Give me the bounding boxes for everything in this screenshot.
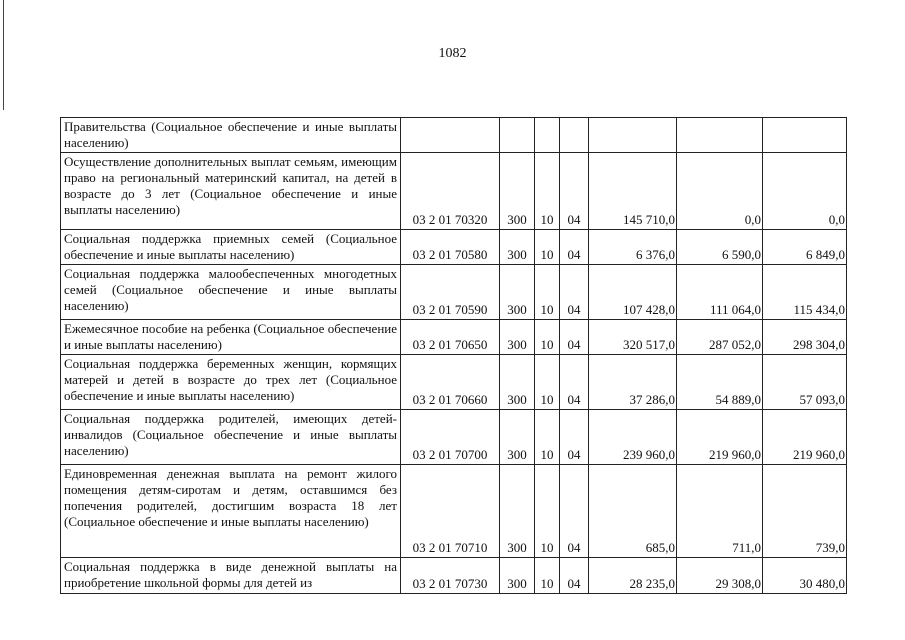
cell-target-code (401, 118, 500, 153)
cell-amount-year-1: 6 376,0 (589, 230, 677, 265)
cell-target-code: 03 2 01 70730 (401, 558, 500, 594)
cell-expense-type: 300 (500, 465, 535, 558)
cell-target-code: 03 2 01 70590 (401, 265, 500, 320)
cell-amount-year-3: 57 093,0 (763, 355, 847, 410)
cell-amount-year-2: 54 889,0 (677, 355, 763, 410)
cell-subsection: 04 (560, 230, 589, 265)
cell-amount-year-3: 298 304,0 (763, 320, 847, 355)
cell-amount-year-1: 107 428,0 (589, 265, 677, 320)
cell-amount-year-2 (677, 118, 763, 153)
cell-target-code: 03 2 01 70650 (401, 320, 500, 355)
cell-expense-type: 300 (500, 355, 535, 410)
cell-section: 10 (535, 410, 560, 465)
table-row (61, 265, 847, 320)
cell-amount-year-2: 6 590,0 (677, 230, 763, 265)
cell-amount-year-3 (763, 118, 847, 153)
cell-amount-year-1: 685,0 (589, 465, 677, 558)
cell-amount-year-1 (589, 118, 677, 153)
cell-name: Социальная поддержка малообеспеченных многодетных семей (Социальное обеспечение и иные выплаты населению) (61, 265, 401, 320)
cell-target-code: 03 2 01 70580 (401, 230, 500, 265)
cell-section: 10 (535, 465, 560, 558)
cell-expense-type: 300 (500, 320, 535, 355)
table-row (61, 355, 847, 410)
cell-subsection: 04 (560, 355, 589, 410)
cell-name: Социальная поддержка беременных женщин, кормящих матерей и детей в возрасте до трех лет (Социальное обеспечение и иные выплаты населению) (61, 355, 401, 410)
cell-section: 10 (535, 265, 560, 320)
cell-name: Осуществление дополнительных выплат семьям, имеющим право на региональный материнский капитал, на детей в возрасте до 3 лет (Социальное обеспечение и иные выплаты населению) (61, 153, 401, 230)
table-row (61, 153, 847, 230)
cell-amount-year-2: 0,0 (677, 153, 763, 230)
cell-amount-year-3: 0,0 (763, 153, 847, 230)
cell-amount-year-1: 239 960,0 (589, 410, 677, 465)
cell-section: 10 (535, 558, 560, 594)
cell-section: 10 (535, 230, 560, 265)
cell-expense-type (500, 118, 535, 153)
cell-amount-year-3: 6 849,0 (763, 230, 847, 265)
table-row (61, 465, 847, 558)
cell-amount-year-3: 739,0 (763, 465, 847, 558)
cell-amount-year-1: 28 235,0 (589, 558, 677, 594)
cell-subsection: 04 (560, 558, 589, 594)
cell-subsection (560, 118, 589, 153)
cell-section (535, 118, 560, 153)
cell-name: Единовременная денежная выплата на ремонт жилого помещения детям-сиротам и детям, оставшимся без попечения родителей, достигшим возраста 18 лет (Социальное обеспечение и иные выплаты населению) (61, 465, 401, 558)
cell-name: Социальная поддержка приемных семей (Социальное обеспечение и иные выплаты населению) (61, 230, 401, 265)
table-row (61, 118, 847, 153)
cell-section: 10 (535, 355, 560, 410)
cell-subsection: 04 (560, 465, 589, 558)
cell-section: 10 (535, 320, 560, 355)
cell-expense-type: 300 (500, 410, 535, 465)
cell-amount-year-3: 219 960,0 (763, 410, 847, 465)
cell-name: Правительства (Социальное обеспечение и иные выплаты населению) (61, 118, 401, 153)
cell-name: Социальная поддержка родителей, имеющих детей-инвалидов (Социальное обеспечение и иные выплаты населению) (61, 410, 401, 465)
cell-amount-year-3: 115 434,0 (763, 265, 847, 320)
cell-amount-year-1: 320 517,0 (589, 320, 677, 355)
cell-expense-type: 300 (500, 230, 535, 265)
cell-subsection: 04 (560, 320, 589, 355)
table-body (61, 118, 847, 594)
table-row (61, 230, 847, 265)
cell-section: 10 (535, 153, 560, 230)
page-number: 1082 (438, 46, 467, 61)
cell-name: Социальная поддержка в виде денежной выплаты на приобретение школьной формы для детей из (61, 558, 401, 594)
cell-amount-year-2: 711,0 (677, 465, 763, 558)
cell-expense-type: 300 (500, 265, 535, 320)
cell-target-code: 03 2 01 70660 (401, 355, 500, 410)
cell-target-code: 03 2 01 70320 (401, 153, 500, 230)
cell-amount-year-2: 287 052,0 (677, 320, 763, 355)
cell-subsection: 04 (560, 265, 589, 320)
budget-table (60, 117, 847, 594)
cell-amount-year-3: 30 480,0 (763, 558, 847, 594)
cell-amount-year-2: 219 960,0 (677, 410, 763, 465)
cell-expense-type: 300 (500, 558, 535, 594)
cell-amount-year-2: 111 064,0 (677, 265, 763, 320)
cell-amount-year-1: 145 710,0 (589, 153, 677, 230)
cell-subsection: 04 (560, 410, 589, 465)
cell-target-code: 03 2 01 70710 (401, 465, 500, 558)
cell-subsection: 04 (560, 153, 589, 230)
table-row (61, 320, 847, 355)
table-row (61, 558, 847, 594)
cell-amount-year-2: 29 308,0 (677, 558, 763, 594)
cell-name: Ежемесячное пособие на ребенка (Социальное обеспечение и иные выплаты населению) (61, 320, 401, 355)
cell-amount-year-1: 37 286,0 (589, 355, 677, 410)
table-row (61, 410, 847, 465)
cell-target-code: 03 2 01 70700 (401, 410, 500, 465)
cell-expense-type: 300 (500, 153, 535, 230)
